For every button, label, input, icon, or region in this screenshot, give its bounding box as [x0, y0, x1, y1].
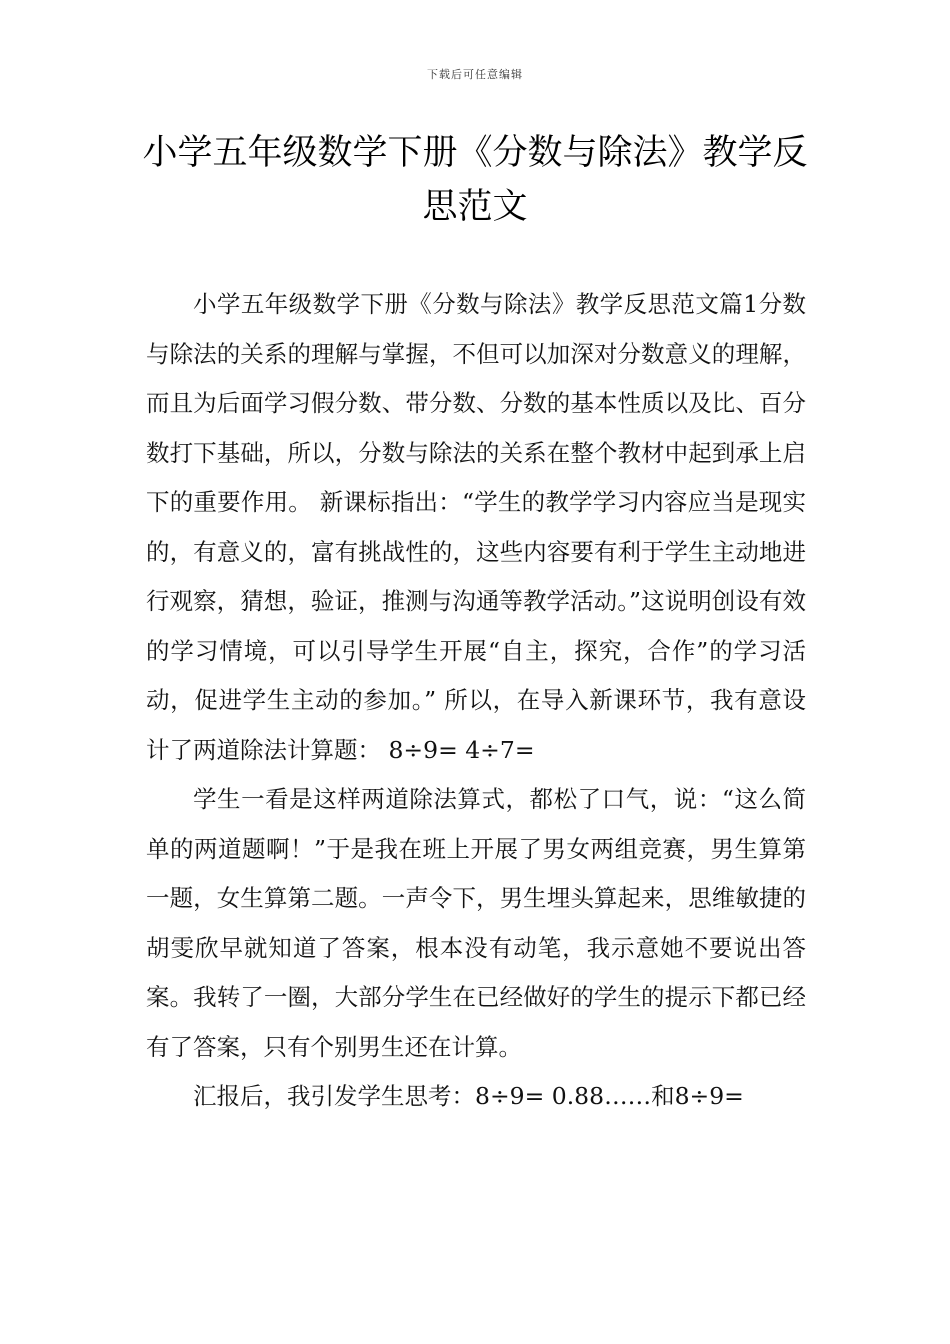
document-title: 小学五年级数学下册《分数与除法》教学反思范文: [142, 133, 808, 227]
paragraph-1: 小学五年级数学下册《分数与除法》教学反思范文篇1分数与除法的关系的理解与掌握，不但可以加深对分数意义的理解，而且为后面学习假分数、带分数、分数的基本性质以及比、百分数打下基础，所以，分数与除法的关系在整个教材中起到承上启下的重要作用。 新课标指出：“学生的教学学习内容应当是现实的，有意义的，富有挑战性的，这些内容要有利于学生主动地进行观察，猜想，验证，推测与沟通等教学活动。”这说明创设有效的学习情境，可以引导学生开展“自主，探究，合作”的学习活动，促进学生主动的参加。” 所以，在导入新课环节，我有意设计了两道除法计算题： 8÷9= 4÷7=: [146, 290, 806, 764]
paragraph-2: 学生一看是这样两道除法算式，都松了口气，说：“这么简单的两道题啊！”于是我在班上开展了男女两组竞赛，男生算第一题，女生算第二题。一声令下，男生埋头算起来，思维敏捷的胡雯欣早就知道了答案，根本没有动笔，我示意她不要说出答案。我转了一圈，大部分学生在已经做好的学生的提示下都已经有了答案，只有个别男生还在计算。: [146, 785, 806, 1061]
document-body: [146, 280, 806, 1122]
header-note: 下载后可任意编辑: [427, 68, 523, 81]
paragraph-3: 汇报后，我引发学生思考：8÷9= 0.88……和8÷9=: [193, 1082, 744, 1110]
